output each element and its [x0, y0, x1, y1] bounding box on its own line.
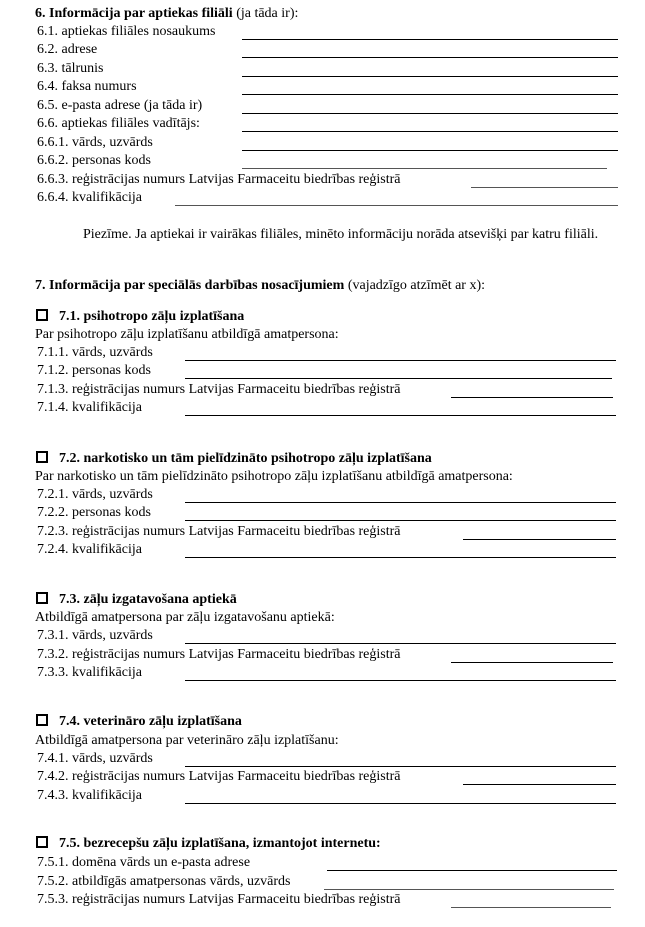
field-6-6-3-label: 6.6.3. reģistrācijas numurs Latvijas Farmaceitu biedrības reģistrā	[37, 172, 401, 187]
field-6-2-label: 6.2. adrese	[37, 42, 98, 57]
field-7-2-3-line[interactable]	[463, 539, 616, 540]
section-6-title: 6. Informācija par aptiekas filiāli	[35, 6, 233, 21]
section-6-title-note: (ja tāda ir):	[232, 6, 299, 21]
section-6-note: Piezīme. Ja aptiekai ir vairākas filiāles, minēto informāciju norāda atsevišķi par katru filiāli.	[83, 227, 599, 242]
field-7-2-4-label: 7.2.4. kvalifikācija	[37, 542, 142, 557]
field-7-3-1-label: 7.3.1. vārds, uzvārds	[37, 628, 153, 643]
field-6-3-label: 6.3. tālrunis	[37, 61, 104, 76]
field-6-6-label: 6.6. aptiekas filiāles vadītājs:	[37, 116, 200, 131]
field-6-3-line[interactable]	[242, 76, 618, 77]
field-6-6-2-line[interactable]	[242, 168, 607, 169]
field-6-6-1-line[interactable]	[242, 150, 618, 151]
field-6-1-line[interactable]	[242, 39, 618, 40]
field-7-4-1-line[interactable]	[185, 766, 616, 767]
section-7-5-title: 7.5. bezrecepšu zāļu izplatīšana, izmantojot internetu:	[59, 836, 381, 851]
field-7-2-1-line[interactable]	[185, 502, 616, 503]
field-6-4-line[interactable]	[242, 94, 618, 95]
field-7-1-3-line[interactable]	[451, 397, 613, 398]
field-7-2-1-label: 7.2.1. vārds, uzvārds	[37, 487, 153, 502]
field-7-4-3-label: 7.4.3. kvalifikācija	[37, 788, 142, 803]
checkbox-7-2[interactable]	[36, 451, 48, 463]
field-7-5-3-label: 7.5.3. reģistrācijas numurs Latvijas Farmaceitu biedrības reģistrā	[37, 892, 401, 907]
section-7-2-desc: Par narkotisko un tām pielīdzināto psihotropo zāļu izplatīšanu atbildīgā amatpersona:	[35, 469, 513, 484]
field-7-1-4-label: 7.1.4. kvalifikācija	[37, 400, 142, 415]
field-6-6-4-label: 6.6.4. kvalifikācija	[37, 190, 142, 205]
section-7-3-title: 7.3. zāļu izgatavošana aptiekā	[59, 592, 237, 607]
field-6-6-4-line[interactable]	[175, 205, 618, 206]
field-7-2-2-line[interactable]	[185, 520, 616, 521]
field-7-3-3-line[interactable]	[185, 680, 616, 681]
field-7-2-4-line[interactable]	[185, 557, 616, 558]
section-6-heading	[35, 6, 298, 22]
section-7-1-desc: Par psihotropo zāļu izplatīšanu atbildīgā amatpersona:	[35, 327, 339, 342]
section-7-2-title: 7.2. narkotisko un tām pielīdzināto psihotropo zāļu izplatīšana	[59, 451, 432, 466]
field-7-1-1-label: 7.1.1. vārds, uzvārds	[37, 345, 153, 360]
field-7-3-2-line[interactable]	[451, 662, 613, 663]
field-7-5-3-line[interactable]	[451, 907, 611, 908]
section-7-4-title: 7.4. veterināro zāļu izplatīšana	[59, 714, 242, 729]
field-6-6-3-line[interactable]	[471, 187, 618, 188]
field-7-4-1-label: 7.4.1. vārds, uzvārds	[37, 751, 153, 766]
field-6-5-line[interactable]	[242, 113, 618, 114]
field-7-5-1-label: 7.5.1. domēna vārds un e-pasta adrese	[37, 855, 251, 870]
checkbox-7-5[interactable]	[36, 836, 48, 848]
field-7-3-2-label: 7.3.2. reģistrācijas numurs Latvijas Farmaceitu biedrības reģistrā	[37, 647, 401, 662]
field-7-5-2-label: 7.5.2. atbildīgās amatpersonas vārds, uzvārds	[37, 874, 291, 889]
field-6-6-2-label: 6.6.2. personas kods	[37, 153, 151, 168]
field-6-4-label: 6.4. faksa numurs	[37, 79, 137, 94]
section-7-4-desc: Atbildīgā amatpersona par veterināro zāļu izplatīšanu:	[35, 733, 339, 748]
field-7-5-1-line[interactable]	[327, 870, 617, 871]
field-6-1-label: 6.1. aptiekas filiāles nosaukums	[37, 24, 216, 39]
field-7-3-3-label: 7.3.3. kvalifikācija	[37, 665, 142, 680]
field-7-1-1-line[interactable]	[185, 360, 616, 361]
section-7-title: 7. Informācija par speciālās darbības nosacījumiem	[35, 278, 345, 293]
field-7-5-2-line[interactable]	[324, 889, 614, 890]
field-7-3-1-line[interactable]	[185, 643, 616, 644]
section-7-1-title: 7.1. psihotropo zāļu izplatīšana	[59, 309, 245, 324]
checkbox-7-4[interactable]	[36, 714, 48, 726]
field-7-1-2-label: 7.1.2. personas kods	[37, 363, 151, 378]
checkbox-7-1[interactable]	[36, 309, 48, 321]
section-7-3-desc: Atbildīgā amatpersona par zāļu izgatavošanu aptiekā:	[35, 610, 335, 625]
field-7-1-2-line[interactable]	[185, 378, 612, 379]
checkbox-7-3[interactable]	[36, 592, 48, 604]
field-6-6-1-label: 6.6.1. vārds, uzvārds	[37, 135, 153, 150]
field-7-1-3-label: 7.1.3. reģistrācijas numurs Latvijas Farmaceitu biedrības reģistrā	[37, 382, 401, 397]
field-7-2-3-label: 7.2.3. reģistrācijas numurs Latvijas Farmaceitu biedrības reģistrā	[37, 524, 401, 539]
field-6-2-line[interactable]	[242, 57, 618, 58]
section-7-title-note: (vajadzīgo atzīmēt ar x):	[344, 278, 486, 293]
field-7-4-2-label: 7.4.2. reģistrācijas numurs Latvijas Farmaceitu biedrības reģistrā	[37, 769, 401, 784]
field-7-4-3-line[interactable]	[185, 803, 616, 804]
field-7-2-2-label: 7.2.2. personas kods	[37, 505, 151, 520]
field-7-1-4-line[interactable]	[185, 415, 616, 416]
field-6-6-line[interactable]	[242, 131, 618, 132]
field-6-5-label: 6.5. e-pasta adrese (ja tāda ir)	[37, 98, 203, 113]
field-7-4-2-line[interactable]	[463, 784, 616, 785]
section-7-heading	[35, 278, 485, 294]
